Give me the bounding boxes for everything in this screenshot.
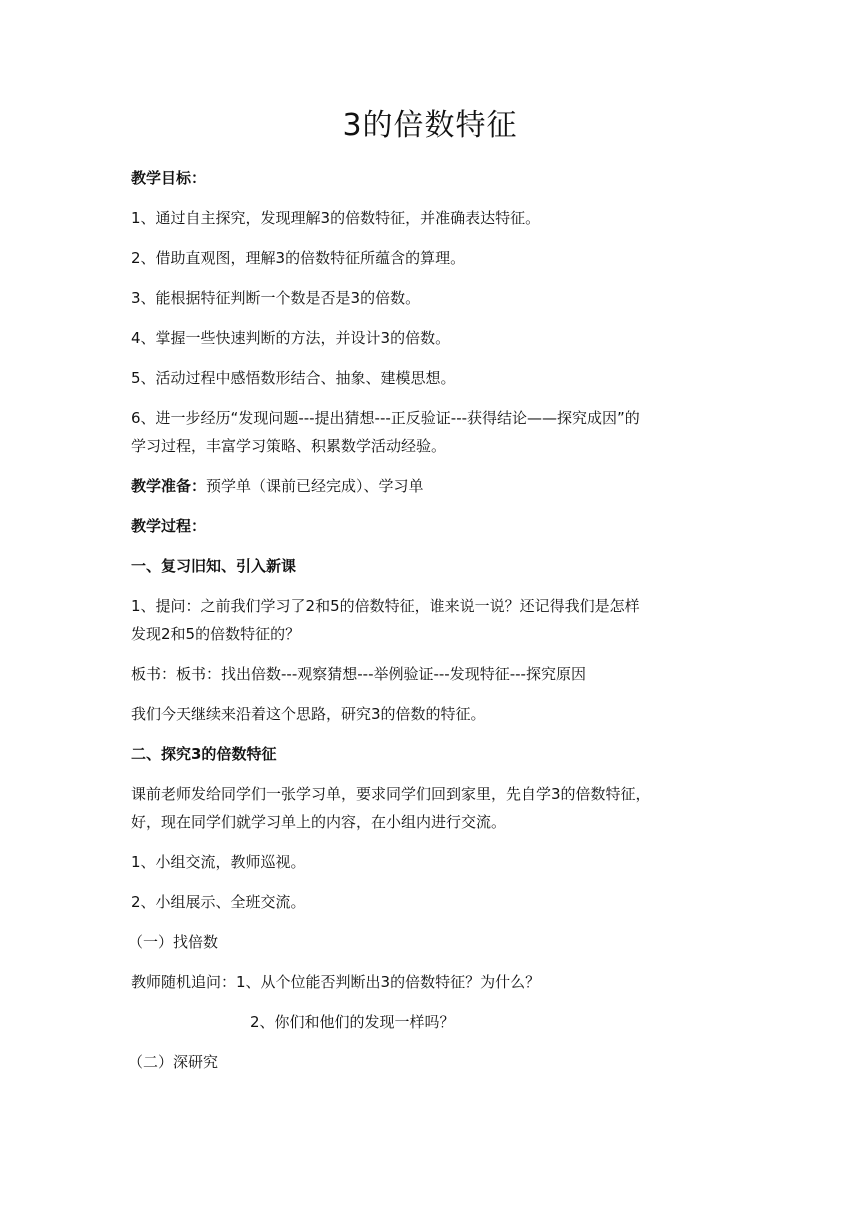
objective-item-continued: 学习过程，丰富学习策略、积累数学活动经验。 bbox=[131, 437, 447, 455]
objective-item: 4、掌握一些快速判断的方法，并设计3的倍数。 bbox=[131, 329, 451, 347]
section-2-paragraph-continued: 好，现在同学们就学习单上的内容，在小组内进行交流。 bbox=[131, 813, 507, 831]
objective-item: 6、进一步经历“发现问题---提出猜想---正反验证---获得结论——探究成因”的 bbox=[131, 409, 640, 427]
blackboard-note: 板书：板书：找出倍数---观察猜想---举例验证---发现特征---探究原因 bbox=[131, 665, 586, 683]
section-1-heading: 一、复习旧知、引入新课 bbox=[131, 557, 297, 575]
preparation-label: 教学准备： bbox=[131, 477, 207, 495]
teacher-question: 教师随机追问：1、从个位能否判断出3的倍数特征？为什么？ bbox=[131, 973, 541, 991]
section-2-step: 2、小组展示、全班交流。 bbox=[131, 893, 306, 911]
subsection-2-heading: （二）深研究 bbox=[128, 1053, 219, 1071]
section-2-paragraph: 课前老师发给同学们一张学习单，要求同学们回到家里，先自学3的倍数特征， bbox=[131, 785, 651, 803]
objective-item: 2、借助直观图，理解3的倍数特征所蕴含的算理。 bbox=[131, 249, 466, 267]
teacher-question: 2、你们和他们的发现一样吗？ bbox=[250, 1013, 455, 1031]
preparation-text: 预学单（课前已经完成）、学习单 bbox=[206, 477, 424, 495]
process-heading: 教学过程： bbox=[131, 517, 207, 535]
objective-item: 5、活动过程中感悟数形结合、抽象、建模思想。 bbox=[131, 369, 456, 387]
objectives-heading: 教学目标： bbox=[131, 169, 207, 187]
document-title: 3的倍数特征 bbox=[342, 108, 518, 143]
section-1-paragraph: 我们今天继续来沿着这个思路，研究3的倍数的特征。 bbox=[131, 705, 486, 723]
section-1-paragraph: 1、提问：之前我们学习了2和5的倍数特征，谁来说一说？还记得我们是怎样 bbox=[131, 597, 640, 615]
subsection-1-heading: （一）找倍数 bbox=[128, 933, 219, 951]
objective-item: 1、通过自主探究，发现理解3的倍数特征，并准确表达特征。 bbox=[131, 209, 541, 227]
section-2-heading: 二、探究3的倍数特征 bbox=[131, 745, 277, 763]
section-1-paragraph-continued: 发现2和5的倍数特征的？ bbox=[131, 625, 301, 643]
preparation-line bbox=[131, 472, 741, 500]
section-2-step: 1、小组交流，教师巡视。 bbox=[131, 853, 306, 871]
objective-item: 3、能根据特征判断一个数是否是3的倍数。 bbox=[131, 289, 421, 307]
